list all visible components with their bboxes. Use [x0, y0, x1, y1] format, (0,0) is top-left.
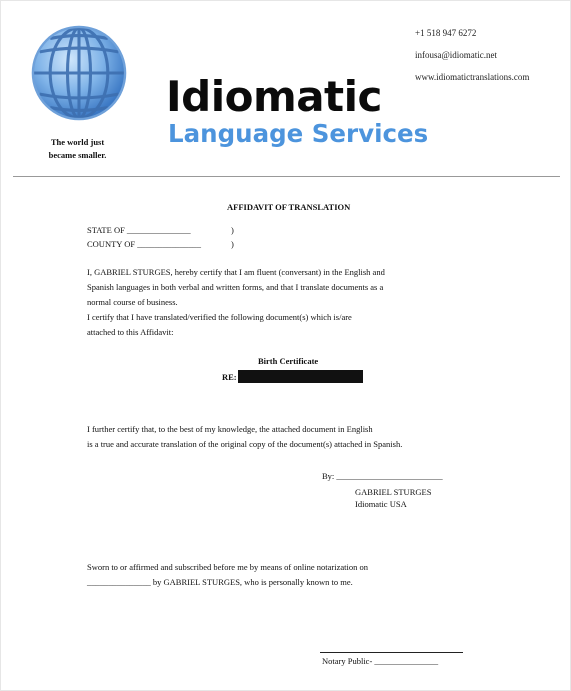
- brand-subtitle: Language Services: [168, 119, 429, 148]
- certify-paragraph-line-2: Spanish languages in both verbal and written forms, and that I translate documents as a: [87, 282, 384, 292]
- redaction-bar: [238, 370, 363, 383]
- header-divider: [13, 176, 560, 177]
- accuracy-paragraph-line-1: I further certify that, to the best of my knowledge, the attached document in English: [87, 424, 373, 434]
- certify-paragraph-line-3: normal course of business.: [87, 297, 178, 307]
- signer-name: GABRIEL STURGES: [355, 487, 432, 497]
- document-name: Birth Certificate: [258, 356, 319, 366]
- state-line: STATE OF _______________: [87, 225, 191, 235]
- certify-paragraph-line-5: attached to this Affidavit:: [87, 327, 174, 337]
- notary-signature-line: [320, 652, 463, 653]
- signer-organization: Idiomatic USA: [355, 499, 407, 509]
- county-line: COUNTY OF _______________: [87, 239, 201, 249]
- sworn-statement-line-1: Sworn to or affirmed and subscribed before me by means of online notarization on: [87, 562, 368, 572]
- brand-name: Idiomatic: [166, 72, 382, 121]
- notary-label: Notary Public- _______________: [322, 656, 439, 666]
- document-title: AFFIDAVIT OF TRANSLATION: [227, 202, 351, 212]
- globe-logo-icon: [31, 25, 127, 121]
- state-paren: ): [231, 225, 234, 235]
- contact-email: infousa@idiomatic.net: [415, 50, 498, 60]
- sworn-statement-line-2: _______________ by GABRIEL STURGES, who is personally known to me.: [87, 577, 353, 587]
- company-tagline: The world just became smaller.: [48, 137, 107, 160]
- signature-line: By: _________________________: [322, 471, 443, 481]
- contact-website: www.idiomatictranslations.com: [415, 72, 530, 82]
- certify-paragraph-line-4: I certify that I have translated/verified the following document(s) which is/are: [87, 312, 352, 322]
- contact-phone: +1 518 947 6272: [415, 28, 477, 38]
- county-paren: ): [231, 239, 234, 249]
- re-label: RE:: [222, 372, 237, 382]
- accuracy-paragraph-line-2: is a true and accurate translation of the original copy of the document(s) attached in Spanish.: [87, 439, 403, 449]
- certify-paragraph-line-1: I, GABRIEL STURGES, hereby certify that I am fluent (conversant) in the English and: [87, 267, 385, 277]
